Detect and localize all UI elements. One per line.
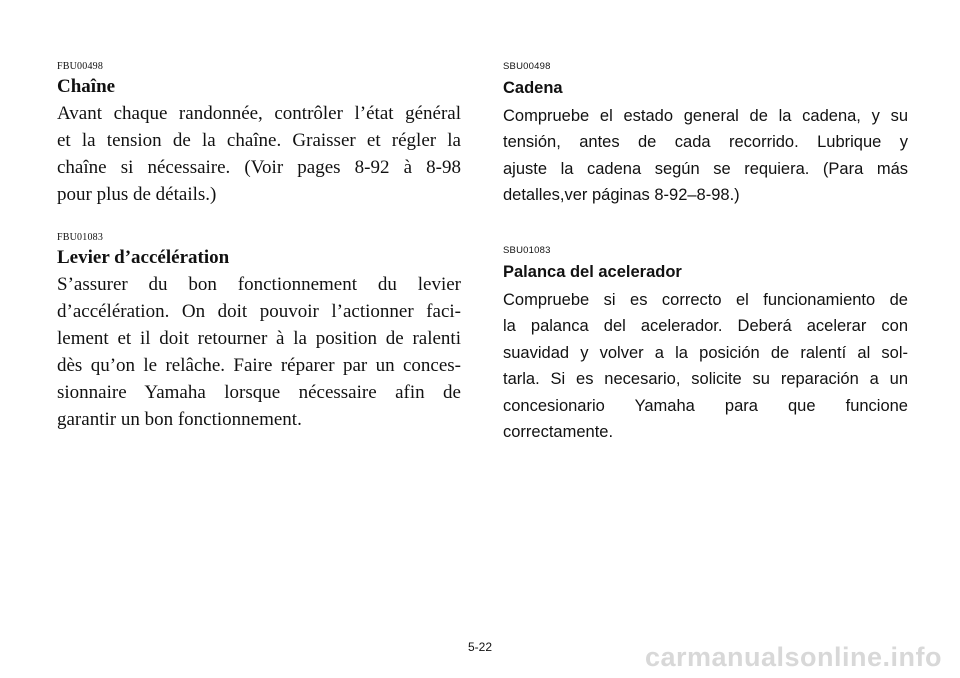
es-chain-line: detalles,ver páginas 8-92–8-98.) [503, 186, 740, 205]
es-throttle-line: Compruebe si es correcto el funcionamiento de [503, 291, 908, 309]
fr-throttle-section-code: FBU01083 [57, 232, 104, 243]
fr-throttle-line: dès qu’on le relâche. Faire réparer par un conces- [57, 355, 461, 376]
es-chain-heading: Cadena [503, 79, 563, 97]
fr-chain-heading: Chaîne [57, 76, 116, 97]
fr-throttle-heading: Levier d’accélération [57, 247, 230, 268]
fr-throttle-line: sionnaire Yamaha lorsque nécessaire afin de [57, 382, 461, 403]
es-throttle-line: correctamente. [503, 422, 614, 441]
es-throttle-heading: Palanca del acelerador [503, 263, 682, 281]
es-chain-line: ajuste la cadena según se requiera. (Para más [503, 159, 908, 178]
fr-chain-paragraph [57, 100, 461, 208]
es-chain-line: tensión, antes de cada recorrido. Lubrique y [503, 133, 908, 152]
watermark: carmanualsonline.info [644, 642, 942, 672]
es-throttle-line: concesionario Yamaha para que funcione [503, 396, 908, 415]
fr-chain-line: Avant chaque randonnée, contrôler l’état général [57, 103, 461, 124]
es-throttle-line: tarla. Si es necesario, solicite su reparación a un [503, 370, 908, 389]
fr-throttle-line: garantir un bon fonctionnement. [57, 409, 302, 430]
es-chain-paragraph [503, 103, 908, 209]
fr-throttle-line: d’accélération. On doit pouvoir l’actionner faci- [57, 301, 461, 322]
es-chain-section-code: SBU00498 [503, 61, 551, 72]
fr-chain-line: pour plus de détails.) [57, 184, 217, 205]
es-throttle-section-code: SBU01083 [503, 245, 551, 256]
es-throttle-line: la palanca del acelerador. Deberá acelerar con [503, 317, 908, 336]
fr-chain-section-code: FBU00498 [57, 61, 104, 72]
es-throttle-paragraph [503, 287, 908, 445]
fr-chain-line: chaîne si nécessaire. (Voir pages 8-92 à 8-98 [57, 157, 461, 178]
fr-throttle-line: lement et il doit retourner à la position de ralenti [57, 328, 461, 349]
es-chain-line: Compruebe el estado general de la cadena, y su [503, 107, 908, 125]
fr-throttle-line: S’assurer du bon fonctionnement du levier [57, 274, 461, 295]
es-throttle-line: suavidad y volver a la posición de ralentí al sol- [503, 343, 908, 362]
page-number: 5-22 [467, 640, 493, 654]
fr-throttle-paragraph [57, 271, 461, 433]
fr-chain-line: et la tension de la chaîne. Graisser et régler la [57, 130, 461, 151]
